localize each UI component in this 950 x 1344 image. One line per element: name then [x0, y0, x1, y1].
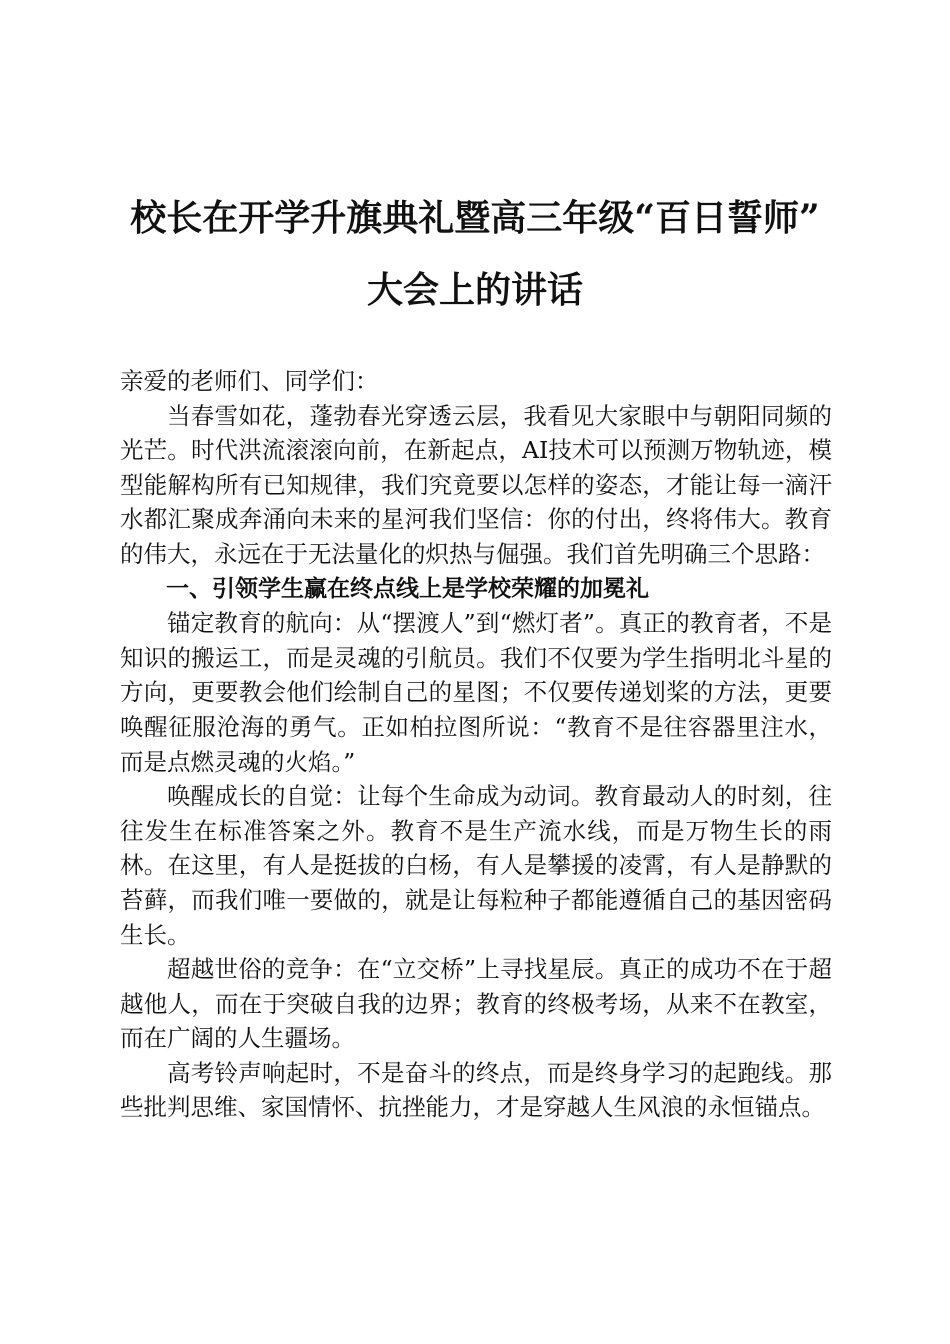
paragraph: 唤醒成长的自觉：让每个生命成为动词。教育最动人的时刻，往往发生在标准答案之外。教育不是生产流水线，而是万物生长的雨林。在这里，有人是挺拔的白杨，有人是攀援的凌霄，有人是静默的苔藓，而我们唯一要做的，就是让每粒种子都能遵循自己的基因密码生长。: [120, 782, 832, 949]
page-title-line-2: 大会上的讲话: [366, 269, 583, 311]
page-title-line-1: 校长在开学升旗典礼暨高三年级“百日誓师”: [130, 197, 820, 239]
paragraph-intro: 当春雪如花，蓬勃春光穿透云层，我看见大家眼中与朝阳同频的光芒。时代洪流滚滚向前，在新起点，AI技术可以预测万物轨迹，模型能解构所有已知规律，我们究竟要以怎样的姿态，才能让每一滴汗水都汇聚成奔涌向未来的星河我们坚信：你的付出，终将伟大。教育的伟大，永远在于无法量化的炽热与倔强。我们首先明确三个思路：: [120, 401, 832, 568]
paragraph: 锚定教育的航向：从“摆渡人”到“燃灯者”。真正的教育者，不是知识的搬运工，而是灵魂的引航员。我们不仅要为学生指明北斗星的方向，更要教会他们绘制自己的星图；不仅要传递划桨的方法，更要唤醒征服沧海的勇气。正如柏拉图所说：“教育不是往容器里注水，而是点燃灵魂的火焰。”: [120, 609, 832, 776]
document-body: [120, 364, 832, 1125]
paragraph: 高考铃声响起时，不是奋斗的终点，而是终身学习的起跑线。那些批判思维、家国情怀、抗挫能力，才是穿越人生风浪的永恒锚点。: [120, 1058, 832, 1122]
salutation: 亲爱的老师们、同学们：: [120, 367, 379, 395]
paragraph: 超越世俗的竞争：在“立交桥”上寻找星辰。真正的成功不在于超越他人，而在于突破自我的边界；教育的终极考场，从来不在教室，而在广阔的人生疆场。: [120, 955, 832, 1053]
section-heading-1: 一、引领学生赢在终点线上是学校荣耀的加冕礼: [166, 575, 649, 602]
